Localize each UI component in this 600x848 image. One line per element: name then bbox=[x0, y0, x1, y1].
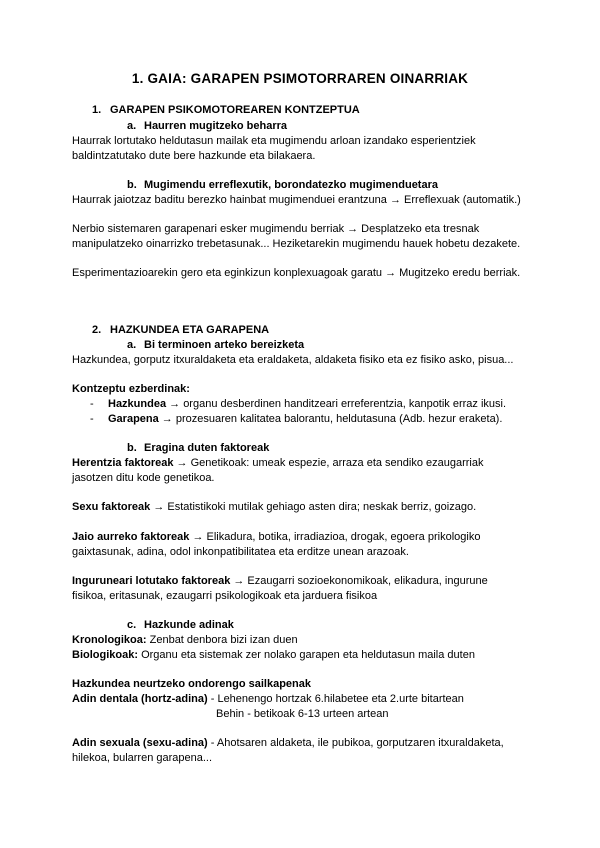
section-2-title: HAZKUNDEA ETA GARAPENA bbox=[110, 324, 270, 336]
age-text: - Ahotsaren aldaketa, ile pubikoa, gorputzaren itxuraldaketa, bbox=[207, 737, 504, 749]
factor-term: Sexu faktoreak bbox=[72, 501, 151, 513]
age-term: Adin sexuala (sexu-adina) bbox=[72, 737, 208, 749]
section-2-number: 2. bbox=[92, 324, 102, 336]
age-term: Kronologikoa: bbox=[72, 634, 147, 646]
subsection-2a-title: Bi terminoen arteko bereizketa bbox=[144, 339, 305, 351]
kontzeptu-label: Kontzeptu ezberdinak: bbox=[72, 383, 190, 395]
bullet-text: → prozesuaren kalitatea balorantu, heldutasuna (Adb. hezur eraketa). bbox=[158, 413, 503, 425]
paragraph-line: Haurrak jaiotzaz baditu berezko hainbat mugimenduei erantzuna → Erreflexuak (automatik.) bbox=[72, 194, 521, 206]
age-term: Adin dentala (hortz-adina) bbox=[72, 693, 208, 705]
paragraph-line: hilekoa, bularren garapena... bbox=[72, 752, 213, 764]
subsection-2c-number: c. bbox=[127, 619, 137, 631]
document-title: 1. GAIA: GARAPEN PSIMOTORRAREN OINARRIAK bbox=[131, 71, 469, 86]
list-item bbox=[90, 397, 506, 412]
bullet-text: → organu desberdinen handitzeari erreferentzia, kanpotik erraz ikusi. bbox=[166, 398, 507, 410]
bullet-term: Garapena bbox=[108, 413, 159, 425]
subsection-1a-heading bbox=[127, 119, 287, 134]
paragraph-line: Nerbio sistemaren garapenari esker mugimendu berriak → Desplatzeko eta tresnak bbox=[72, 223, 480, 235]
factor-term: Jaio aurreko faktoreak bbox=[72, 531, 190, 543]
age-text: Organu eta sistemak zer nolako garapen eta heldutasun maila duten bbox=[138, 649, 475, 661]
subsection-2a-heading bbox=[127, 338, 304, 353]
section-2-heading bbox=[92, 323, 269, 338]
section-1-number: 1. bbox=[92, 104, 102, 116]
age-text: - Lehenengo hortzak 6.hilabetee eta 2.urte bitartean bbox=[207, 693, 464, 705]
factor-text: → Estatistikoki mutilak gehiago asten dira; neskak berriz, goizago. bbox=[150, 501, 477, 513]
paragraph-line: fisikoa, eritasunak, ezaugarri psikologikoak eta jarduera fisikoa bbox=[72, 590, 378, 602]
factor-text: → Ezaugarri sozioekonomikoak, elikadura, ingurune bbox=[230, 575, 488, 587]
paragraph-line: Haurrak lortutako heldutasun mailak eta mugimendu arloan izandako esperientziek bbox=[72, 135, 476, 147]
paragraph-line bbox=[72, 648, 475, 663]
classification-heading: Hazkundea neurtzeko ondorengo sailkapenak bbox=[72, 678, 312, 690]
paragraph-line: manipulatzeko oinarrizko trebetasunak... Heziketarekin mugimendu hauek hobetu dezakete. bbox=[72, 238, 521, 250]
age-term: Biologikoak: bbox=[72, 649, 139, 661]
bullet-dash: - bbox=[90, 413, 94, 425]
paragraph-line bbox=[72, 456, 484, 471]
section-1-title: GARAPEN PSIKOMOTOREAREN KONTZEPTUA bbox=[110, 104, 360, 116]
list-item bbox=[90, 412, 502, 427]
factor-term: Inguruneari lotutako faktoreak bbox=[72, 575, 231, 587]
paragraph-line bbox=[72, 736, 504, 751]
subsection-2c-title: Hazkunde adinak bbox=[144, 619, 234, 631]
paragraph-line bbox=[72, 692, 464, 707]
factor-text: → Elikadura, botika, irradiazioa, drogak, egoera prikologiko bbox=[189, 531, 481, 543]
paragraph-line: baldintzatutako dute bere hazkunde eta bilakaera. bbox=[72, 150, 316, 162]
factor-text: → Genetikoak: umeak espezie, arraza eta sendiko ezaugarriak bbox=[173, 457, 484, 469]
paragraph-line bbox=[72, 530, 480, 545]
subsection-2b-heading bbox=[127, 441, 269, 456]
subsection-1a-title: Haurren mugitzeko beharra bbox=[144, 120, 288, 132]
factor-term: Herentzia faktoreak bbox=[72, 457, 174, 469]
paragraph-line bbox=[72, 633, 298, 648]
age-text: Zenbat denbora bizi izan duen bbox=[146, 634, 298, 646]
bullet-dash: - bbox=[90, 398, 94, 410]
paragraph-line: gaixtasunak, adina, odol inkonpatibilitatea eta erditze unean arazoak. bbox=[72, 546, 409, 558]
paragraph-line bbox=[72, 500, 476, 515]
paragraph-line: jasotzen ditu kode genetikoa. bbox=[72, 472, 215, 484]
paragraph-line bbox=[72, 574, 488, 589]
subsection-2b-number: b. bbox=[127, 442, 137, 454]
paragraph-line: Hazkundea, gorputz itxuraldaketa eta eraldaketa, aldaketa fisiko eta ez fisiko asko, pisua... bbox=[72, 354, 514, 366]
subsection-1b-title: Mugimendu erreflexutik, borondatezko mugimenduetara bbox=[144, 179, 438, 191]
subsection-1b-heading bbox=[127, 178, 438, 193]
bullet-term: Hazkundea bbox=[108, 398, 167, 410]
subsection-1a-number: a. bbox=[127, 120, 137, 132]
section-1-heading bbox=[92, 103, 360, 118]
paragraph-line: Behin - betikoak 6-13 urteen artean bbox=[216, 708, 389, 720]
subsection-1b-number: b. bbox=[127, 179, 137, 191]
subsection-2a-number: a. bbox=[127, 339, 137, 351]
subsection-2b-title: Eragina duten faktoreak bbox=[144, 442, 270, 454]
paragraph-line: Esperimentazioarekin gero eta eginkizun konplexuagoak garatu → Mugitzeko eredu berriak. bbox=[72, 267, 521, 279]
subsection-2c-heading bbox=[127, 618, 234, 633]
